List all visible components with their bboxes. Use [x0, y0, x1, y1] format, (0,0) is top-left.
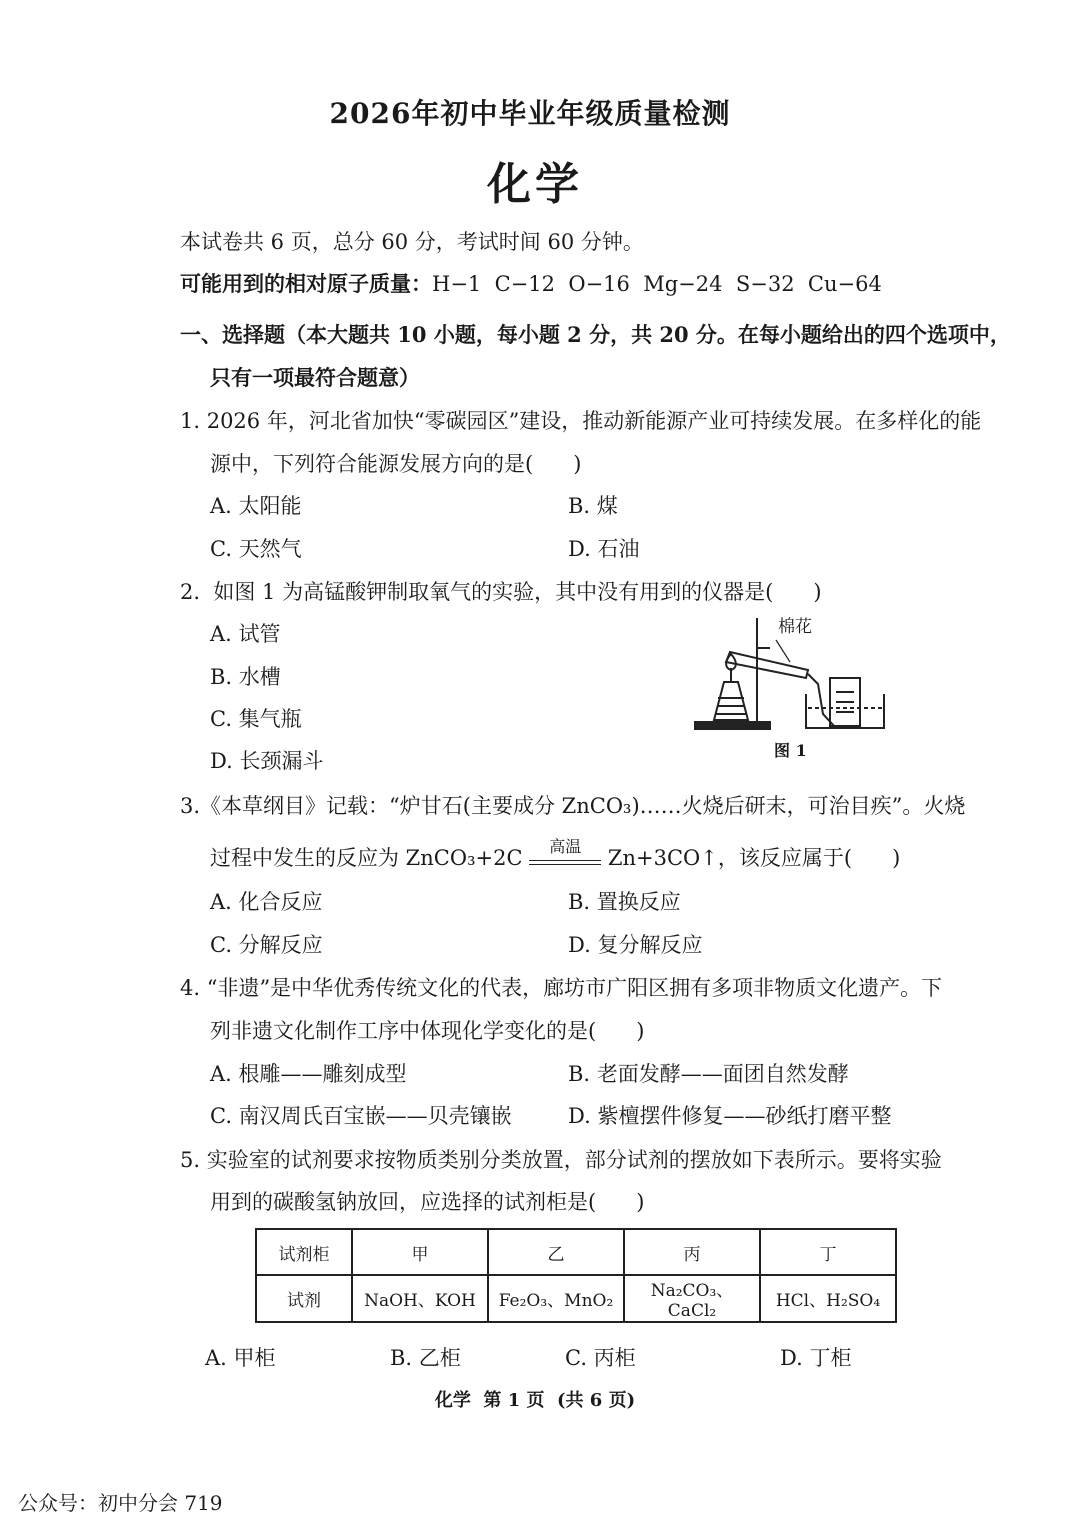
q1-option-c[interactable]: C. 天然气	[210, 537, 302, 561]
table-header-cell: 试剂柜	[256, 1229, 352, 1275]
reagent-cabinet-table	[255, 1228, 897, 1323]
q4-stem: 4. “非遗”是中华优秀传统文化的代表，廊坊市广阳区拥有多项非物质文化遗产。下	[180, 976, 943, 1000]
figure-caption: 图 1	[774, 741, 807, 760]
table-cell: HCl、H₂SO₄	[760, 1275, 896, 1322]
q3-stem: 3.《本草纲目》记载：“炉甘石(主要成分 ZnCO₃)……火烧后研末，可治目疾”。火烧	[180, 794, 966, 818]
condition-label: 高温	[549, 837, 582, 856]
q5-option-c[interactable]: C. 丙柜	[565, 1346, 636, 1370]
q5-stem: 5. 实验室的试剂要求按物质类别分类放置，部分试剂的摆放如下表所示。要将实验	[180, 1148, 942, 1172]
q2-option-c[interactable]: C. 集气瓶	[210, 707, 302, 731]
page-footer: 化学 第 1 页 (共 6 页)	[434, 1390, 636, 1411]
q5-option-b[interactable]: B. 乙柜	[390, 1346, 461, 1370]
subject-title: 化学	[487, 159, 583, 210]
oxygen-apparatus-figure	[690, 610, 900, 770]
exam-info: 本试卷共 6 页，总分 60 分，考试时间 60 分钟。	[180, 230, 644, 254]
table-header-cell: 甲	[352, 1229, 488, 1275]
table-row-label: 试剂	[256, 1275, 352, 1322]
q3-option-b[interactable]: B. 置换反应	[568, 890, 681, 914]
q1-option-a[interactable]: A. 太阳能	[210, 494, 302, 518]
q1-stem-cont: 源中，下列符合能源发展方向的是( )	[210, 452, 582, 476]
table-header-row	[256, 1229, 896, 1275]
watermark: 公众号：初中分会 719	[18, 1491, 223, 1515]
q5-stem-cont: 用到的碳酸氢钠放回，应选择的试剂柜是( )	[210, 1190, 645, 1214]
q3-option-d[interactable]: D. 复分解反应	[568, 933, 703, 957]
exam-title: 2026年初中毕业年级质量检测	[329, 97, 731, 130]
q4-stem-cont: 列非遗文化制作工序中体现化学变化的是( )	[210, 1019, 645, 1043]
q2-option-d[interactable]: D. 长颈漏斗	[210, 749, 324, 773]
table-cell: NaOH、KOH	[352, 1275, 488, 1322]
q1-option-b[interactable]: B. 煤	[568, 494, 618, 518]
q3-option-a[interactable]: A. 化合反应	[210, 890, 323, 914]
table-header-cell: 乙	[488, 1229, 624, 1275]
reaction-condition	[529, 837, 601, 865]
table-cell: Fe₂O₃、MnO₂	[488, 1275, 624, 1322]
q4-option-a[interactable]: A. 根雕——雕刻成型	[210, 1062, 407, 1086]
q4-option-d[interactable]: D. 紫檀摆件修复——砂纸打磨平整	[568, 1104, 892, 1128]
atomic-mass-label: 可能用到的相对原子质量：	[180, 271, 432, 296]
atomic-mass-line	[180, 268, 882, 298]
q2-option-b[interactable]: B. 水槽	[210, 665, 281, 689]
q4-option-b[interactable]: B. 老面发酵——面团自然发酵	[568, 1062, 849, 1086]
q2-option-a[interactable]: A. 试管	[210, 622, 281, 646]
q1-stem: 1. 2026 年，河北省加快“零碳园区”建设，推动新能源产业可持续发展。在多样化的能	[180, 409, 982, 433]
figure-cotton-label: 棉花	[778, 617, 812, 637]
q1-option-d[interactable]: D. 石油	[568, 537, 640, 561]
q2-stem: 2. 如图 1 为高锰酸钾制取氧气的实验，其中没有用到的仪器是( )	[180, 580, 822, 604]
table-header-cell: 丙	[624, 1229, 760, 1275]
table-cell: Na₂CO₃、CaCl₂	[624, 1275, 760, 1322]
section-heading-cont: 只有一项最符合题意）	[210, 365, 420, 390]
q5-option-d[interactable]: D. 丁柜	[780, 1346, 852, 1370]
table-header-cell: 丁	[760, 1229, 896, 1275]
q5-option-a[interactable]: A. 甲柜	[205, 1346, 276, 1370]
q3-equation-left: 过程中发生的反应为 ZnCO₃+2C	[210, 846, 523, 870]
q3-option-c[interactable]: C. 分解反应	[210, 933, 323, 957]
q4-option-c[interactable]: C. 南汉周氏百宝嵌——贝壳镶嵌	[210, 1104, 512, 1128]
table-row	[256, 1275, 896, 1322]
q3-stem-cont	[210, 837, 901, 872]
atomic-mass-values: H−1 C−12 O−16 Mg−24 S−32 Cu−64	[432, 272, 882, 296]
q3-equation-right: Zn+3CO↑，该反应属于( )	[607, 846, 901, 870]
section-heading: 一、选择题（本大题共 10 小题，每小题 2 分，共 20 分。在每小题给出的四个选项中，	[180, 322, 1011, 347]
